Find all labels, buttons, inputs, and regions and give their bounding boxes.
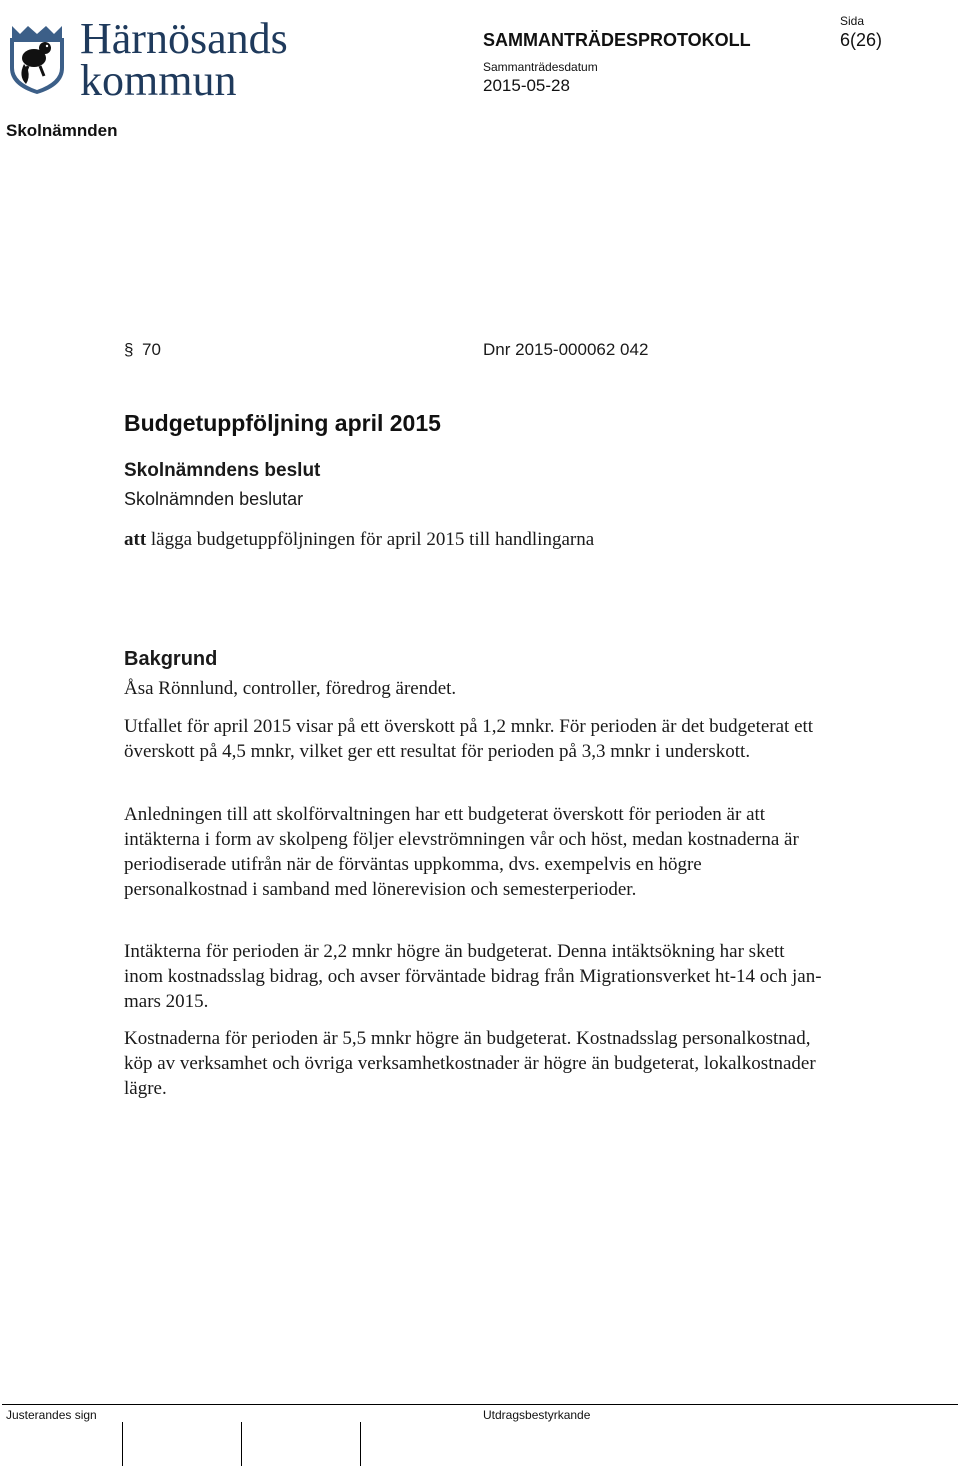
municipality-logo xyxy=(6,14,288,105)
section-symbol: § xyxy=(124,340,134,359)
item-number: 70 xyxy=(142,340,161,359)
logo-line-2: kommun xyxy=(80,56,237,105)
decision-body: lägga budgetuppföljningen för april 2015 till handlingarna xyxy=(146,529,595,550)
background-paragraph-3: Anledningen till att skolförvaltningen har ett budgeterat överskott för perioden är att intäkterna i form av skolpeng följer elevströmningen vår och höst, medan kostnaderna är periodiserade utifrån när de förväntas uppkomma, dvs. exempelvis en högre personalkostnad i samband med lönerevision och semesterperioder. xyxy=(124,804,799,900)
decision-text xyxy=(124,529,594,551)
protocol-title: SAMMANTRÄDESPROTOKOLL xyxy=(483,30,751,50)
justerandes-sign-label: Justerandes sign xyxy=(6,1408,97,1422)
meeting-date-label: Sammanträdesdatum xyxy=(483,60,598,74)
item-title: Budgetuppföljning april 2015 xyxy=(124,410,441,436)
coat-of-arms-icon xyxy=(6,24,68,96)
signature-field-divider xyxy=(241,1422,242,1466)
decision-att: att xyxy=(124,529,147,550)
signature-footer xyxy=(0,1404,960,1470)
decision-intro: Skolnämnden beslutar xyxy=(124,489,304,509)
decision-heading: Skolnämndens beslut xyxy=(124,460,321,481)
meeting-date: 2015-05-28 xyxy=(483,76,570,95)
background-paragraph-5: Kostnaderna för perioden är 5,5 mnkr högre än budgeterat. Kostnadsslag personalkostnad, köp av verksamhet och övriga verksamhetkostnader är högre än budgeterat, lokalkostnader lägre. xyxy=(124,1028,816,1099)
organization-name: Skolnämnden xyxy=(6,121,118,140)
background-paragraph-1: Åsa Rönnlund, controller, föredrog ärendet. xyxy=(124,678,457,699)
registration-number: Dnr 2015-000062 042 xyxy=(483,340,649,359)
background-paragraph-4: Intäkterna för perioden är 2,2 mnkr högre än budgeterat. Denna intäktsökning har skett inom kostnadsslag bidrag, och avser förväntade bidrag från Migrationsverket ht-14 och jan-mars 2015. xyxy=(124,941,822,1012)
signature-field-divider xyxy=(360,1422,361,1466)
background-paragraph-2: Utfallet för april 2015 visar på ett överskott på 1,2 mnkr. För perioden är det budgeterat ett överskott på 4,5 mnkr, vilket ger ett resultat för perioden på 3,3 mnkr i underskott. xyxy=(124,716,814,762)
background-heading: Bakgrund xyxy=(124,648,218,670)
signature-field-divider xyxy=(122,1422,123,1466)
footer-divider xyxy=(2,1404,958,1405)
page-number: 6(26) xyxy=(840,30,883,50)
logo-line-1: Härnösands xyxy=(80,14,288,63)
utdragsbestyrkande-label: Utdragsbestyrkande xyxy=(483,1408,591,1422)
page-label: Sida xyxy=(840,14,865,28)
